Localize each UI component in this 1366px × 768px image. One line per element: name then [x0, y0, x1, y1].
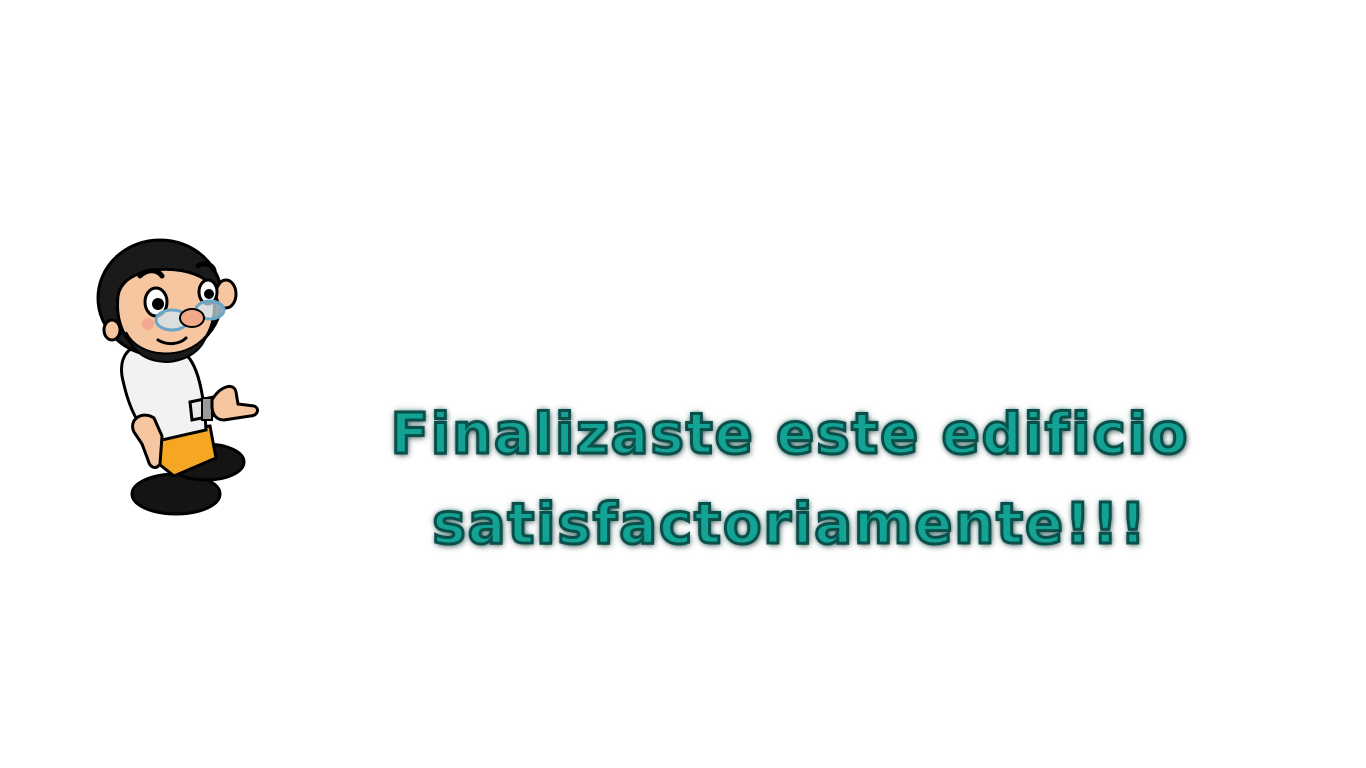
- completion-message-line-1: Finalizaste este edificio: [390, 402, 1190, 467]
- mascot-engineer-icon: [88, 236, 264, 520]
- completion-message-line-2: satisfactoriamente!!!: [432, 492, 1148, 557]
- completion-message: [380, 390, 1200, 570]
